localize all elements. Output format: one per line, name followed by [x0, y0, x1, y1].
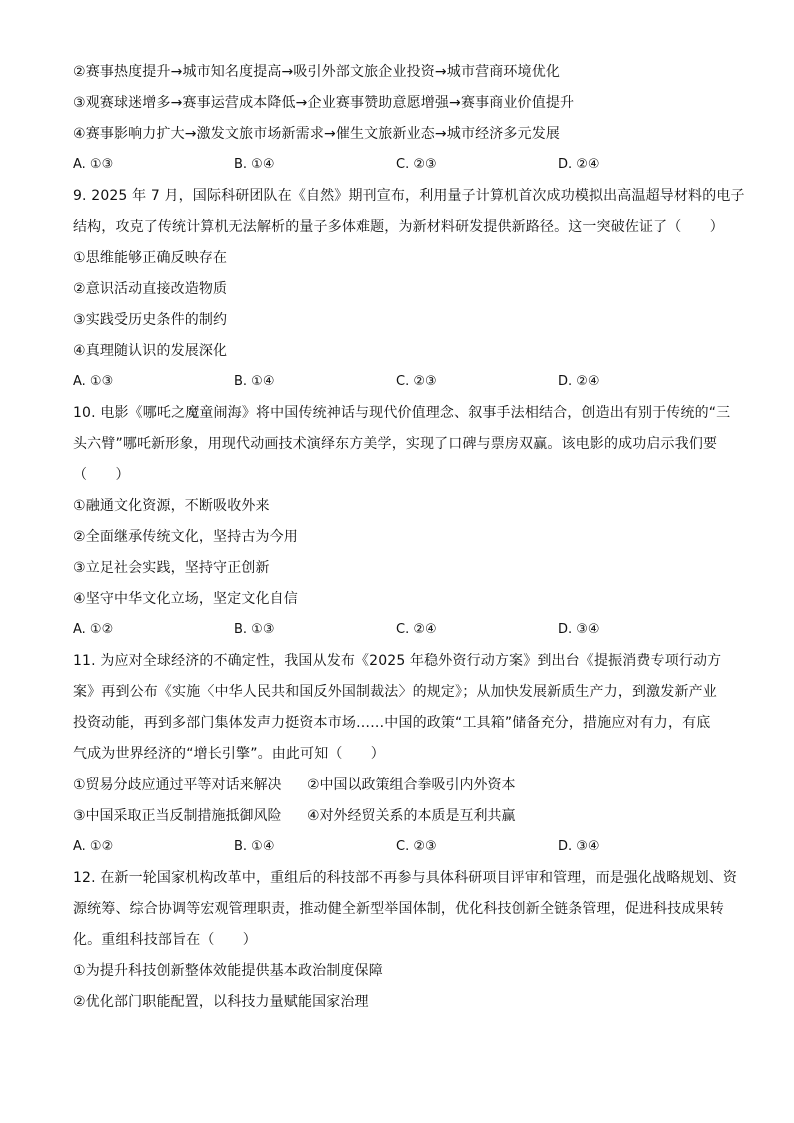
q8-option-3: ③观赛球迷增多→赛事运营成本降低→企业赛事赞助意愿增强→赛事商业价值提升: [73, 95, 575, 111]
q11-choice-d[interactable]: D. ③④: [558, 839, 600, 854]
q8-option-2: ②赛事热度提升→城市知名度提高→吸引外部文旅企业投资→城市营商环境优化: [73, 64, 560, 80]
q10-choice-b[interactable]: B. ①③: [234, 622, 275, 637]
q10-option-4: ④坚守中华文化立场，坚定文化自信: [73, 591, 298, 607]
q11-choice-c[interactable]: C. ②③: [396, 839, 437, 854]
q9-stem-line-2: 结构，攻克了传统计算机无法解析的量子多体难题，为新材料研发提供新路径。这一突破佐证了（ ）: [73, 219, 724, 235]
q8-choice-b[interactable]: B. ①④: [234, 157, 275, 172]
q10-choice-a[interactable]: A. ①②: [73, 622, 114, 637]
q11-stem-line-4: 气成为世界经济的“增长引擎”。由此可知（ ）: [73, 746, 385, 762]
q10-stem-line-1: 10. 电影《哪吒之魔童闹海》将中国传统神话与现代价值理念、叙事手法相结合，创造出有别于传统的“三: [73, 405, 731, 421]
q10-stem-line-2: 头六臂”哪吒新形象，用现代动画技术演绎东方美学，实现了口碑与票房双赢。该电影的成功启示我们要: [73, 436, 718, 452]
q12-stem-line-1: 12. 在新一轮国家机构改革中，重组后的科技部不再参与具体科研项目评审和管理，而是强化战略规划、资: [73, 870, 738, 886]
q11-stem-line-1: 11. 为应对全球经济的不确定性，我国从发布《2025 年稳外资行动方案》到出台《提振消费专项行动方: [73, 653, 722, 669]
q10-option-3: ③立足社会实践，坚持守正创新: [73, 560, 270, 576]
q11-options-row-1: [73, 775, 723, 795]
q12-stem-line-2: 源统筹、综合协调等宏观管理职责，推动健全新型举国体制，优化科技创新全链条管理，促进科技成果转: [73, 901, 724, 917]
q9-stem-line-1: 9. 2025 年 7 月，国际科研团队在《自然》期刊宣布，利用量子计算机首次成功模拟出高温超导材料的电子: [73, 188, 745, 204]
q8-choice-c[interactable]: C. ②③: [396, 157, 437, 172]
q9-choice-a[interactable]: A. ①③: [73, 374, 114, 389]
q12-stem-line-3: 化。重组科技部旨在（ ）: [73, 932, 257, 948]
q11-choice-a[interactable]: A. ①②: [73, 839, 114, 854]
q11-options-row-2: [73, 806, 723, 826]
exam-page: [73, 62, 745, 1023]
q12-option-2: ②优化部门职能配置，以科技力量赋能国家治理: [73, 994, 369, 1010]
q8-option-4: ④赛事影响力扩大→激发文旅市场新需求→催生文旅新业态→城市经济多元发展: [73, 126, 560, 142]
q10-option-1: ①融通文化资源，不断吸收外来: [73, 498, 270, 514]
q9-choice-d[interactable]: D. ②④: [558, 374, 600, 389]
q10-choice-c[interactable]: C. ②④: [396, 622, 437, 637]
q9-option-4: ④真理随认识的发展深化: [73, 343, 228, 359]
q10-stem-line-3: （ ）: [73, 467, 130, 483]
q11-option-1: ①贸易分歧应通过平等对话来解决: [73, 777, 282, 793]
q11-option-4: ④对外经贸关系的本质是互利共赢: [307, 808, 516, 824]
q9-option-2: ②意识活动直接改造物质: [73, 281, 228, 297]
q11-choice-b[interactable]: B. ①④: [234, 839, 275, 854]
q10-answer-choices: [73, 620, 723, 640]
q10-choice-d[interactable]: D. ③④: [558, 622, 600, 637]
q11-stem-line-2: 案》再到公布《实施〈中华人民共和国反外国制裁法〉的规定》；从加快发展新质生产力，到激发新产业: [73, 684, 717, 700]
q11-option-3: ③中国采取正当反制措施抵御风险: [73, 808, 282, 824]
q9-choice-b[interactable]: B. ①④: [234, 374, 275, 389]
q12-option-1: ①为提升科技创新整体效能提供基本政治制度保障: [73, 963, 383, 979]
q11-stem-line-3: 投资动能，再到多部门集体发声力挺资本市场……中国的政策“工具箱”储备充分，措施应对有力，有底: [73, 715, 711, 731]
q8-choice-a[interactable]: A. ①③: [73, 157, 114, 172]
q11-answer-choices: [73, 837, 723, 857]
q10-option-2: ②全面继承传统文化，坚持古为今用: [73, 529, 298, 545]
q8-choice-d[interactable]: D. ②④: [558, 157, 600, 172]
q9-option-1: ①思维能够正确反映存在: [73, 250, 228, 266]
q9-choice-c[interactable]: C. ②③: [396, 374, 437, 389]
q9-answer-choices: [73, 372, 723, 392]
q9-option-3: ③实践受历史条件的制约: [73, 312, 228, 328]
q11-option-2: ②中国以政策组合拳吸引内外资本: [307, 777, 516, 793]
q8-answer-choices: [73, 155, 723, 175]
